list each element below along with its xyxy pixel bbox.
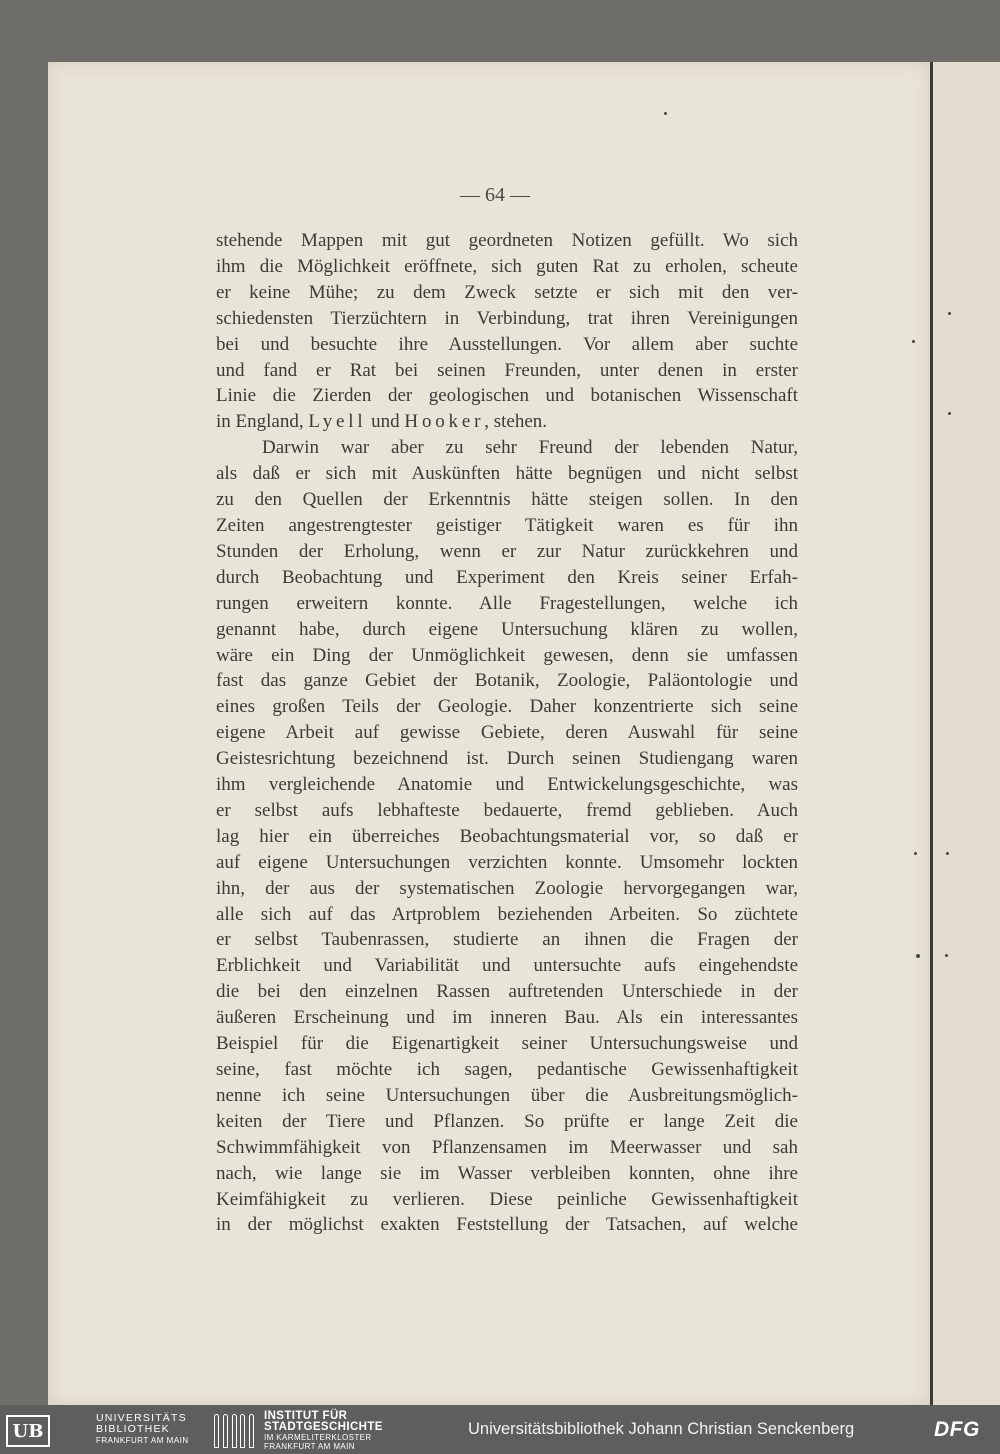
name-lyell: Lyell — [308, 411, 367, 433]
column-shape — [240, 1414, 245, 1448]
text-line: als daß er sich mit Auskünften hätte begnügen und nicht selbst — [216, 463, 798, 485]
text-line: Linie die Zierden der geologischen und botanischen Wissenschaft — [216, 385, 798, 407]
text-line: Stunden der Erholung, wenn er zur Natur zurückkehren und — [216, 540, 798, 562]
text-line — [216, 409, 798, 435]
text-line: rungen erweitern konnte. Alle Fragestellungen, welche ich — [216, 592, 798, 614]
text-line: bei und besuchte ihre Ausstellungen. Vor allem aber suchte — [216, 333, 798, 355]
text-line: äußeren Erscheinung und im inneren Bau. Als ein interessantes — [216, 1007, 798, 1029]
isg-name-line: INSTITUT FÜR — [264, 1410, 348, 1422]
text-line: eines großen Teils der Geologie. Daher konzentrierte sich seine — [216, 696, 798, 718]
speck-2 — [912, 340, 915, 343]
name-hooker: Hooker — [404, 411, 485, 433]
text-line: ihm vergleichende Anatomie und Entwickelungsgeschichte, was — [216, 774, 798, 796]
text-line: er selbst Taubenrassen, studierte an ihnen die Fragen der — [216, 929, 798, 951]
ub-logo-text: UB — [12, 1420, 44, 1442]
text-line: die bei den einzelnen Rassen auftretenden Unterschiede in der — [216, 981, 798, 1003]
text-line: nach, wie lange sie im Wasser verbleiben konnten, ohne ihre — [216, 1162, 798, 1184]
text-line: Schwimmfähigkeit von Pflanzensamen im Meerwasser und sah — [216, 1136, 798, 1158]
speck-5 — [914, 852, 917, 855]
speck-1 — [664, 112, 667, 115]
speck-7 — [916, 954, 920, 958]
text-line: fast das ganze Gebiet der Botanik, Zoologie, Paläontologie und — [216, 670, 798, 692]
text-line: alle sich auf das Artproblem beziehenden Arbeiten. So züchtete — [216, 903, 798, 925]
isg-name-line: FRANKFURT AM MAIN — [264, 1442, 355, 1451]
footer-bar — [0, 1405, 1000, 1454]
dfg-logo[interactable]: DFG — [934, 1418, 980, 1441]
text-line: in der möglichst exakten Feststellung der Tatsachen, auf welche — [216, 1214, 798, 1236]
isg-name-line: STADTGESCHICHTE — [264, 1421, 383, 1433]
text-line: stehende Mappen mit gut geordneten Notizen gefüllt. Wo sich — [216, 230, 798, 251]
isg-columns-icon[interactable] — [214, 1414, 254, 1448]
column-shape — [214, 1414, 219, 1448]
text-line: Zeiten angestrengtester geistiger Tätigkeit waren es für ihn — [216, 514, 798, 536]
text-line: ihn, der aus der systematischen Zoologie hervorgegangen war, — [216, 877, 798, 899]
text-line: schiedensten Tierzüchtern in Verbindung, trat ihren Vereinigungen — [216, 307, 798, 329]
ub-name-line: UNIVERSITÄTS — [96, 1412, 187, 1424]
ub-name-line: BIBLIOTHEK — [96, 1423, 170, 1435]
ub-logo-icon[interactable] — [6, 1415, 50, 1447]
text-line: keiten der Tiere und Pflanzen. So prüfte er lange Zeit die — [216, 1110, 798, 1132]
isg-name[interactable] — [264, 1411, 383, 1451]
text-segment: , stehen. — [484, 411, 548, 433]
text-line: genannt habe, durch eigene Untersuchung klären zu wollen, — [216, 618, 798, 640]
ub-name[interactable] — [96, 1413, 189, 1446]
text-line: und fand er Rat bei seinen Freunden, unter denen in erster — [216, 359, 798, 381]
text-line: durch Beobachtung und Experiment den Kreis seiner Erfah- — [216, 566, 798, 588]
text-line: Geistesrichtung bezeichnend ist. Durch seinen Studiengang waren — [216, 748, 798, 770]
text-line: nenne ich seine Untersuchungen über die Ausbreitungsmöglich- — [216, 1084, 798, 1106]
text-line: lag hier ein überreiches Beobachtungsmaterial vor, so daß er — [216, 825, 798, 847]
text-segment: und — [366, 411, 405, 433]
page-number: — 64 — — [460, 184, 530, 206]
text-line: er selbst aufs lebhafteste bedauerte, fremd geblieben. Auch — [216, 799, 798, 821]
text-line: seine, fast möchte ich sagen, pedantische Gewissenhaftigkeit — [216, 1059, 798, 1080]
text-line: Keimfähigkeit zu verlieren. Diese peinliche Gewissenhaftigkeit — [216, 1188, 798, 1210]
column-shape — [249, 1414, 254, 1448]
speck-6 — [946, 852, 949, 855]
column-shape — [232, 1414, 237, 1448]
adjacent-page-edge — [930, 62, 1000, 1405]
text-line: zu den Quellen der Erkenntnis hätte steigen sollen. In den — [216, 489, 798, 511]
column-shape — [223, 1414, 228, 1448]
paragraph-start-line: Darwin war aber zu sehr Freund der lebenden Natur, — [262, 437, 798, 459]
speck-3 — [948, 312, 951, 315]
footer-credit[interactable]: Universitätsbibliothek Johann Christian Senckenberg — [468, 1420, 855, 1438]
isg-name-line: IM KARMELITERKLOSTER — [264, 1433, 372, 1442]
text-line: ihm die Möglichkeit eröffnete, sich guten Rat zu erholen, scheute — [216, 255, 798, 277]
speck-4 — [948, 412, 951, 415]
text-line: Erblichkeit und Variabilität und untersuchte aufs eingehendste — [216, 955, 798, 977]
speck-8 — [945, 954, 948, 957]
text-segment: in England, — [216, 411, 309, 433]
text-line: auf eigene Untersuchungen verzichten konnte. Umsomehr lockten — [216, 851, 798, 873]
text-line: eigene Arbeit auf gewisse Gebiete, deren Auswahl für seine — [216, 722, 798, 744]
text-line: er keine Mühe; zu dem Zweck setzte er sich mit den ver- — [216, 281, 798, 303]
text-line: Beispiel für die Eigenartigkeit seiner Untersuchungsweise und — [216, 1033, 798, 1055]
text-line: wäre ein Ding der Unmöglichkeit gewesen, denn sie umfassen — [216, 644, 798, 666]
ub-name-line: FRANKFURT AM MAIN — [96, 1436, 189, 1445]
body-text — [216, 228, 798, 1238]
